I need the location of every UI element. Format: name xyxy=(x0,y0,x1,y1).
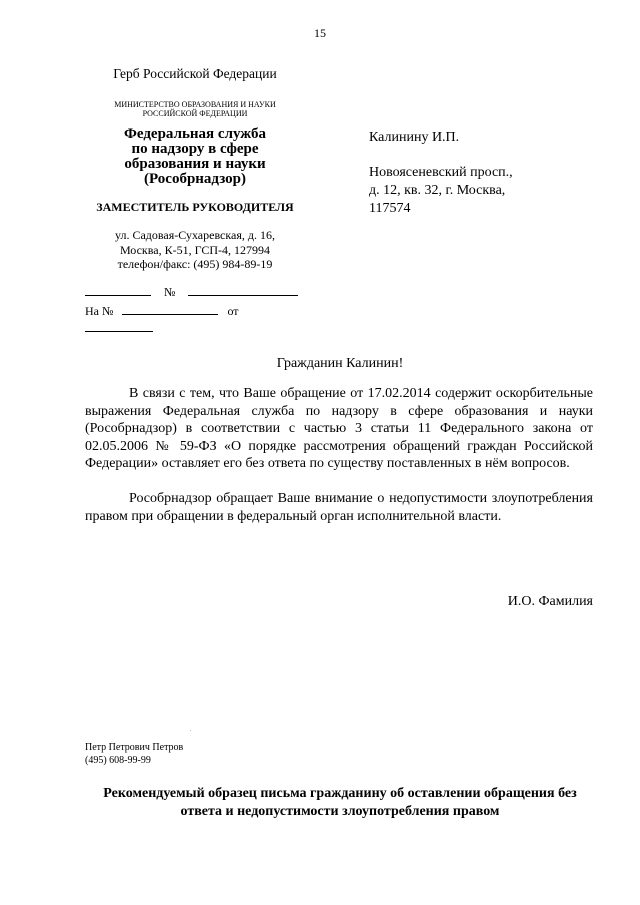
signature: И.О. Фамилия xyxy=(507,594,593,609)
ministry-line: МИНИСТЕРСТВО ОБРАЗОВАНИЯ И НАУКИ xyxy=(114,100,276,109)
reply-to-line xyxy=(85,302,310,336)
scan-dot xyxy=(190,730,191,731)
agency-name xyxy=(80,127,310,187)
agency-line: Федеральная служба xyxy=(124,126,266,142)
from-label: от xyxy=(227,304,239,318)
address-line: Москва, К-51, ГСП-4, 127994 xyxy=(119,242,271,257)
ministry-name xyxy=(80,100,310,118)
recipient-address-line: Новоясеневский просп., xyxy=(369,165,513,180)
address-line: телефон/факс: (495) 984-89-19 xyxy=(117,257,273,271)
letter-paragraph: Рособрнадзор обращает Ваше внимание о недопустимости злоупотребления правом при обращении в федеральный орган исполнительной власти. xyxy=(85,491,593,524)
recipient-name: Калинину И.П. xyxy=(369,130,460,145)
number-blank xyxy=(188,283,298,296)
outgoing-number-line xyxy=(85,283,310,300)
deputy-title: ЗАМЕСТИТЕЛЬ РУКОВОДИТЕЛЯ xyxy=(96,200,294,214)
ministry-line: РОССИЙСКОЙ ФЕДЕРАЦИИ xyxy=(142,109,248,118)
sender-address xyxy=(80,228,310,272)
executor-name: Петр Петрович Петров xyxy=(85,742,184,753)
reply-number-blank xyxy=(122,302,218,315)
recipient-address xyxy=(369,164,589,218)
footer-title-line: ответа и недопустимости злоупотребления правом xyxy=(180,804,500,819)
agency-line: (Рособрнадзор) xyxy=(144,171,246,187)
recipient-address-line: д. 12, кв. 32, г. Москва, xyxy=(369,183,506,198)
agency-line: образования и науки xyxy=(124,156,266,172)
emblem-caption: Герб Российской Федерации xyxy=(113,66,277,81)
number-sign: № xyxy=(164,285,176,299)
reply-to-label: На № xyxy=(85,304,114,318)
letter-paragraph: В связи с тем, что Ваше обращение от 17.02.2014 содержит оскорбительные выражения Федеральная служба по надзору в сфере образования и науки (Рособрнадзор) в соответствии с частью 3 статьи 11 Федерального закона от 02.05.2006 № 59-ФЗ «О порядке рассмотрения обращений граждан Российской Федерации» оставляет его без ответа по существу поставленных в нём вопросов. xyxy=(85,386,593,471)
page-number: 15 xyxy=(314,26,326,40)
date-blank xyxy=(85,283,151,296)
reply-date-blank xyxy=(85,319,153,332)
letter-greeting: Гражданин Калинин! xyxy=(276,356,404,371)
agency-line: по надзору в сфере xyxy=(131,141,259,157)
executor-info xyxy=(85,741,183,767)
address-line: ул. Садовая-Сухаревская, д. 16, xyxy=(115,228,275,242)
executor-phone: (495) 608-99-99 xyxy=(85,755,151,766)
recipient-address-line: 117574 xyxy=(369,201,411,216)
footer-title-line: Рекомендуемый образец письма гражданину об оставлении обращения без xyxy=(103,786,577,801)
footer-title xyxy=(75,785,605,821)
